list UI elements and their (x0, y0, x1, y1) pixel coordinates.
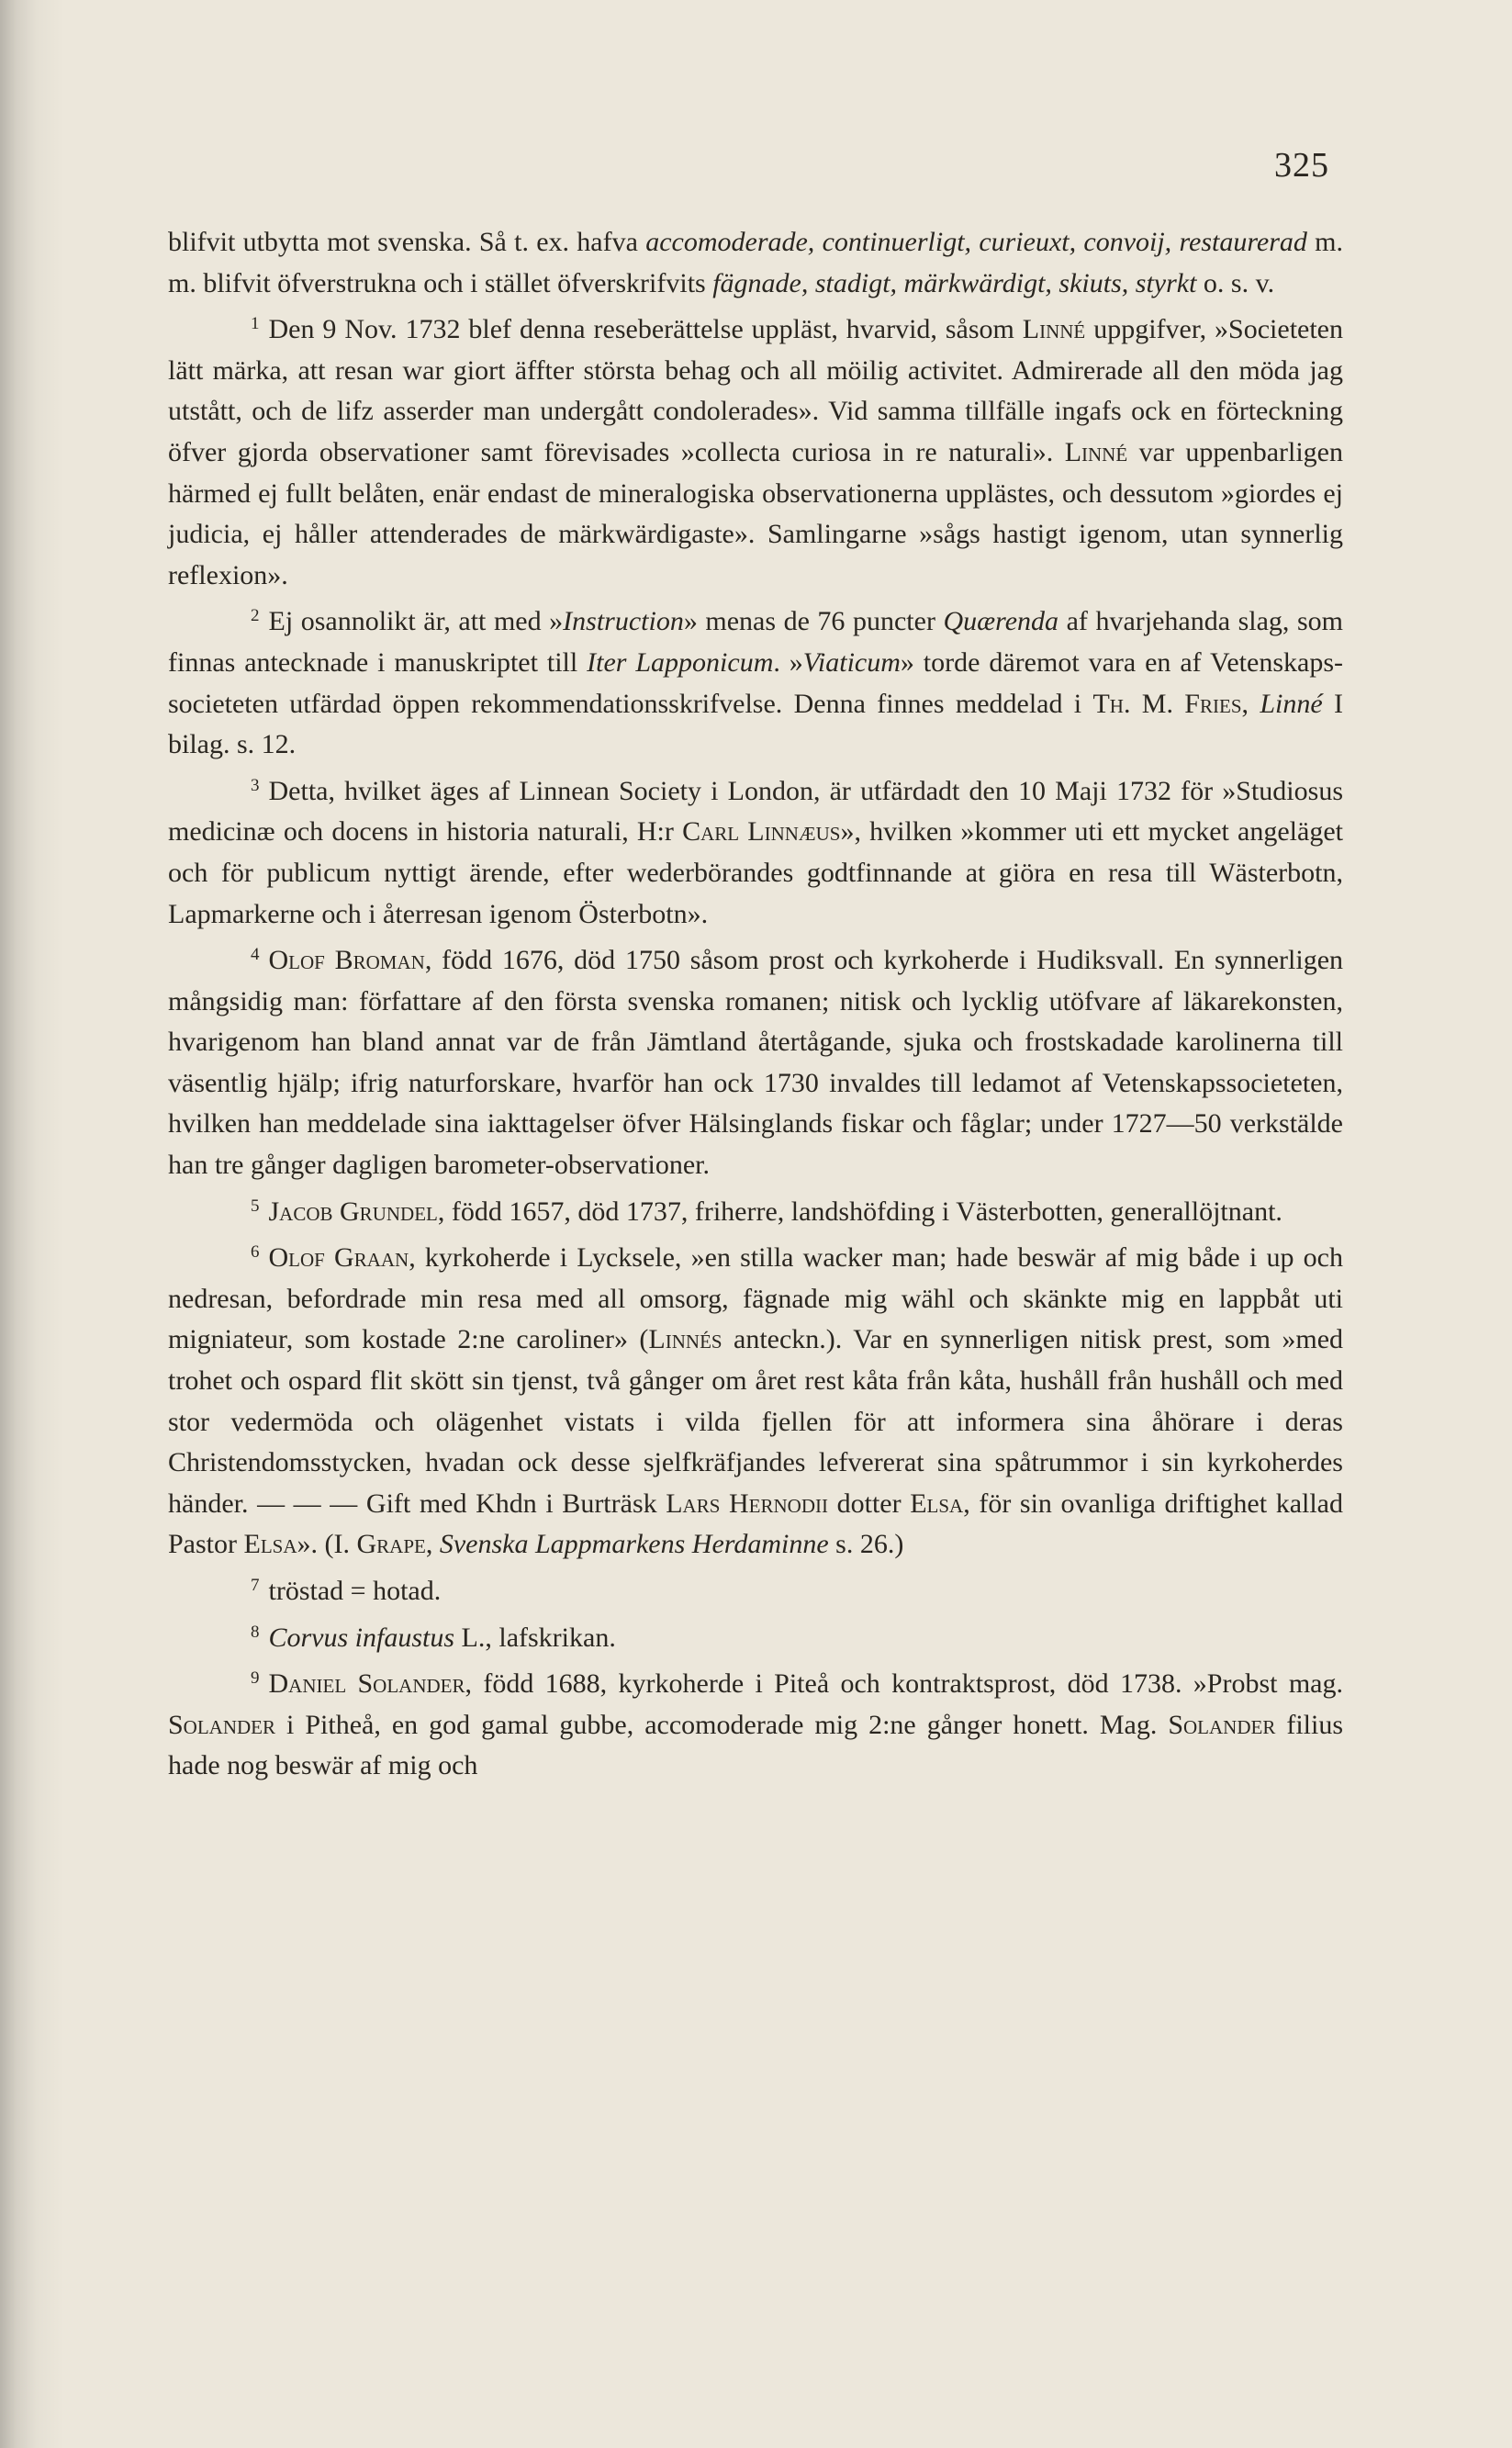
footnote-marker: 9 (251, 1668, 260, 1689)
footnote-7: $^7$ tröstad = hotad. (251, 1576, 442, 1606)
footnote-8: $^8$ Corvus infaustus L., lafskrikan. (251, 1622, 616, 1653)
page-number: 325 (1274, 146, 1329, 185)
footnote-1: $^1$ Den 9 Nov. 1732 blef denna reseberättelse uppläst, hvarvid, såsom Linné uppgifver, »Societeten lätt märka, att resan war giort äffter största behag och all möilig activitet. Admirerade all den möda jag utstått, och de lifz asserder man undergått condolerades». Vid samma tillfälle ingafs ock en förteckning öfver gjorda observationer samt förevisades »collecta curiosa in re naturali». Linné var uppenbarligen härmed ej fullt belåten, enär endast de mineralogiska observationerna upplästes, och dessutom »giordes ej judicia, ej håller attenderades de märkwärdigaste». Samlingarne »sågs hastigt igenom, utan synnerlig reflexion». (168, 314, 1344, 590)
text-body (168, 222, 1343, 1787)
footnote-6: $^6$ Olof Graan, kyrkoherde i Lycksele, »en stilla wacker man; hade beswär af mig både i up och nedresan, befordrade min resa med all omsorg, fägnade mig wähl och skänkte mig en lappbåt uti migniateur, som kostade 2:ne caroliner» (Linnés anteckn.). Var en synnerligen nitisk prest, som »med trohet och ospard flit skött sin tjenst, två gånger om året rest kåta från kåta, hushåll från hushåll och med stor vedermöda och olägenhet vistats i vilda fjellen för att informera sina åhörare i deras Christendomsstycken, hvadan ock desse sjelfkräfjandes lefvererat sina spåtrummor i sin kyrkoherdes händer. — — — Gift med Khdn i Burträsk Lars Hernodii dotter Elsa, för sin ovanliga driftighet kallad Pastor Elsa». (I. Grape, Svenska Lappmarkens Herdaminne s. 26.) (168, 1242, 1344, 1560)
footnote-3: $^3$ Detta, hvilket äges af Linnean Society i London, är utfärdadt den 10 Maji 1732 för »Studiosus medicinæ och docens in historia naturali, H:r Carl Linnæus», hvilken »kommer uti ett mycket angeläget och för publicum nyttigt ärende, efter wederbörandes godtfinnande at giöra en resa till Wästerbotn, Lapmarkerne och i återresan igenom Österbotn». (168, 775, 1343, 929)
footnote-5: $^5$ Jacob Grundel, född 1657, död 1737, friherre, landshöfding i Västerbotten, generallöjtnant. (251, 1196, 1282, 1227)
footnote-marker: 7 (251, 1576, 260, 1595)
footnote-marker: 1 (251, 314, 260, 334)
footnote-9: $^9$ Daniel Solander, född 1688, kyrkoherde i Piteå och kontraktsprost, död 1738. »Probst mag. Solander i Pitheå, en god gamal gubbe, accomoderade mig 2:ne gånger honett. Mag. Solander filius hade nog beswär af mig och (168, 1668, 1344, 1781)
footnote-4: $^4$ Olof Broman, född 1676, död 1750 såsom prost och kyrkoherde i Hudiksvall. En synnerligen mångsidig man: författare af den första svenska romanen; nitisk och lycklig utöfvare af läkarekonsten, hvarigenom han bland annat var de från Jämtland återtågande, sjuka och frostskadade karolinerna till väsentlig hjälp; ifrig naturforskare, hvarför han ock 1730 invaldes till ledamot af Vetenskapssocieteten, hvilken han meddelade sina iakttagelser öfver Hälsinglands fiskar och fåglar; under 1727—50 verkstälde han tre gånger dagligen barometer-observationer. (168, 945, 1344, 1181)
continuation-paragraph: blifvit utbytta mot svenska. Så t. ex. hafva accomoderade, continuerligt, curieuxt, convoij, restaurerad m. m. blifvit öfverstrukna och i stället öfverskrifvits fägnade, stadigt, märkwärdigt, skiuts, styrkt o. s. v. (168, 227, 1343, 298)
footnote-marker: 2 (251, 606, 260, 626)
footnote-marker: 6 (251, 1242, 260, 1263)
footnote-marker: 8 (251, 1622, 260, 1642)
footnote-marker: 4 (251, 945, 260, 965)
footnote-marker: 3 (251, 775, 260, 795)
footnote-marker: 5 (251, 1196, 260, 1216)
footnote-2: $^2$ Ej osannolikt är, att med »Instruction» menas de 76 puncter Quærenda af hvarjehanda slag, som finnas antecknade i manuskriptet till Iter Lapponicum. »Viaticum» torde däremot vara en af Vetenskaps-societeten utfärdad öppen rekommendationsskrifvelse. Denna finnes meddelad i Th. M. Fries, Linné I bilag. s. 12. (168, 606, 1343, 760)
